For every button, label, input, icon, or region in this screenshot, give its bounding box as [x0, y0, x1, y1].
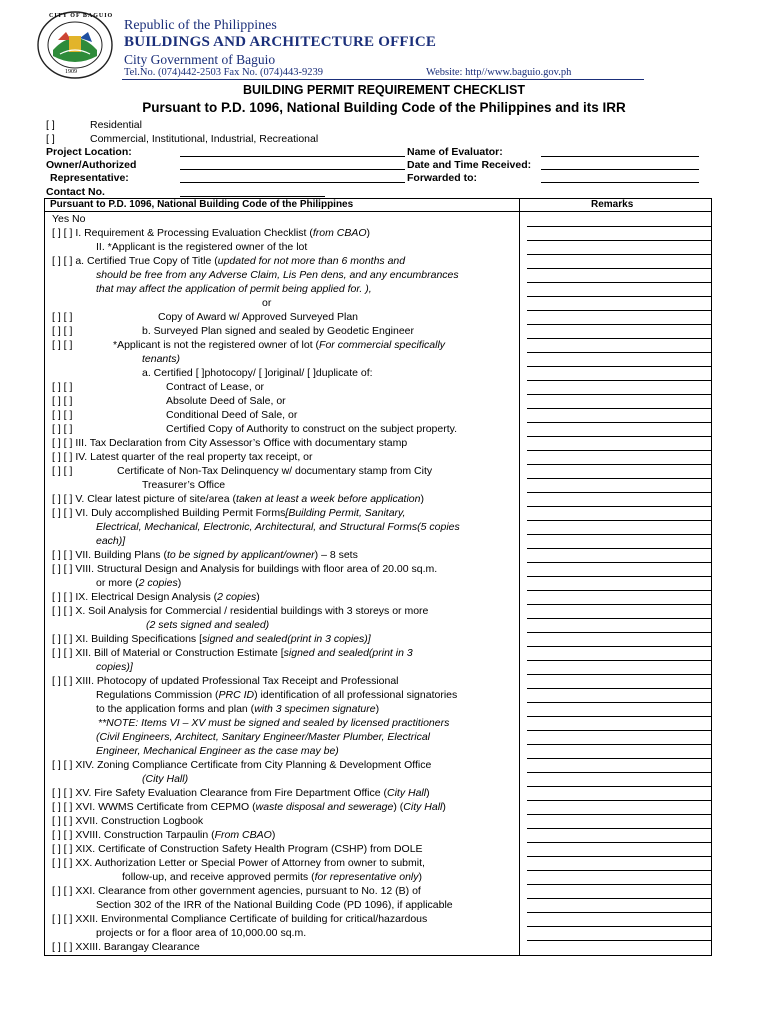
item-8: Contract of Lease, or	[166, 381, 265, 393]
item-19[interactable]: [ ] [ ] IX. Electrical Design Analysis (2 copies)	[52, 591, 260, 603]
item-26[interactable]: [ ] [ ] XVI. WWMS Certificate from CEPMO (waste disposal and sewerage) (City Hall)	[52, 801, 446, 813]
type-label-commercial: Commercial, Institutional, Industrial, Recreational	[90, 133, 319, 145]
forwarded-field[interactable]	[541, 181, 699, 183]
item-14: Certificate of Non-Tax Delinquency w/ documentary stamp from City	[117, 465, 433, 477]
remarks-line[interactable]	[527, 380, 712, 381]
item-24-cont: (City Hall)	[142, 773, 189, 785]
forwarded-label: Forwarded to:	[407, 172, 477, 184]
item-23[interactable]: [ ] [ ] XIII. Photocopy of updated Professional Tax Receipt and Professional	[52, 675, 399, 687]
remarks-line[interactable]	[527, 562, 712, 563]
item-32[interactable]: [ ] [ ] XXII. Environmental Compliance Certificate of building for critical/hazardous	[52, 913, 428, 925]
remarks-line[interactable]	[527, 814, 712, 815]
item-28[interactable]: [ ] [ ] XVIII. Construction Tarpaulin (From CBAO)	[52, 829, 276, 841]
remarks-line[interactable]	[527, 506, 712, 507]
remarks-line[interactable]	[527, 870, 712, 871]
header-contact: Tel.No. (074)442-2503 Fax No. (074)443-9239	[124, 67, 324, 78]
remarks-line[interactable]	[527, 464, 712, 465]
remarks-line[interactable]	[527, 422, 712, 423]
item-4-box[interactable]: [ ] [ ]	[52, 311, 73, 323]
item-1[interactable]: [ ] [ ] I. Requirement & Processing Evaluation Checklist (from CBAO)	[52, 227, 371, 239]
header-city: City Government of Baguio	[124, 52, 276, 67]
remarks-line[interactable]	[527, 646, 712, 647]
item-9-box[interactable]: [ ] [ ]	[52, 395, 73, 407]
type-box-commercial[interactable]: [ ]	[46, 133, 55, 145]
remarks-line[interactable]	[527, 688, 712, 689]
item-20[interactable]: [ ] [ ] X. Soil Analysis for Commercial / residential buildings with 3 storeys or more	[52, 605, 429, 617]
remarks-line[interactable]	[527, 828, 712, 829]
item-31[interactable]: [ ] [ ] XXI. Clearance from other government agencies, pursuant to No. 12 (B) of	[52, 885, 421, 897]
item-6-cont: tenants)	[142, 353, 180, 365]
item-3-cont2: that may affect the application of permit being applied for. ),	[96, 283, 372, 295]
item-31-cont: Section 302 of the IRR of the National Building Code (PD 1096), if applicable	[96, 899, 453, 911]
item-22[interactable]: [ ] [ ] XII. Bill of Material or Construction Estimate [signed and sealed(print in 3	[52, 647, 413, 659]
yes-no-header: Yes No	[52, 213, 86, 225]
item-30[interactable]: [ ] [ ] XX. Authorization Letter or Special Power of Attorney from owner to submit,	[52, 857, 425, 869]
item-17[interactable]: [ ] [ ] VII. Building Plans (to be signed by applicant/owner) – 8 sets	[52, 549, 358, 561]
page-title: BUILDING PERMIT REQUIREMENT CHECKLIST	[243, 83, 525, 97]
remarks-line[interactable]	[527, 884, 712, 885]
item-24[interactable]: [ ] [ ] XIV. Zoning Compliance Certificate from City Planning & Development Office	[52, 759, 432, 771]
type-box-residential[interactable]: [ ]	[46, 119, 55, 131]
remarks-line[interactable]	[527, 786, 712, 787]
table-remarks-header: Remarks	[591, 199, 634, 210]
item-14-cont: Treasurer’s Office	[142, 479, 226, 491]
remarks-line[interactable]	[527, 352, 712, 353]
item-16-cont1: Electrical, Mechanical, Electronic, Architectural, and Structural Forms(5 copies	[96, 521, 460, 533]
item-27[interactable]: [ ] [ ] XVII. Construction Logbook	[52, 815, 204, 827]
item-3-cont1: should be free from any Adverse Claim, Lis Pen dens, and any encumbrances	[96, 269, 459, 281]
contact-label: Contact No.	[46, 186, 105, 198]
seal-year: 1909	[65, 69, 77, 75]
remarks-line[interactable]	[527, 240, 712, 241]
item-7[interactable]: a. Certified [ ]photocopy/ [ ]original/ [ ]duplicate of:	[142, 367, 373, 379]
project-location-field[interactable]	[180, 155, 405, 157]
table-left-header: Pursuant to P.D. 1096, National Building Code of the Philippines	[50, 199, 354, 210]
evaluator-field[interactable]	[541, 155, 699, 157]
remarks-line[interactable]	[527, 268, 712, 269]
date-received-field[interactable]	[541, 168, 699, 170]
item-8-box[interactable]: [ ] [ ]	[52, 381, 73, 393]
remarks-line[interactable]	[527, 898, 712, 899]
item-13[interactable]: [ ] [ ] IV. Latest quarter of the real property tax receipt, or	[52, 451, 313, 463]
remarks-line[interactable]	[527, 842, 712, 843]
or-text: or	[262, 297, 272, 309]
remarks-line[interactable]	[527, 856, 712, 857]
header-website: Website: http//www.baguio.gov.ph	[426, 67, 572, 78]
remarks-line[interactable]	[527, 926, 712, 927]
item-12[interactable]: [ ] [ ] III. Tax Declaration from City Assessor’s Office with documentary stamp	[52, 437, 408, 449]
remarks-line[interactable]	[527, 366, 712, 367]
remarks-line[interactable]	[527, 940, 712, 941]
remarks-line[interactable]	[527, 800, 712, 801]
remarks-line[interactable]	[527, 744, 712, 745]
evaluator-label: Name of Evaluator:	[407, 146, 503, 158]
item-6-box[interactable]: [ ] [ ]	[52, 339, 73, 351]
remarks-line[interactable]	[527, 618, 712, 619]
remarks-line[interactable]	[527, 534, 712, 535]
seal-text: CITY OF BAGUIO	[49, 13, 114, 19]
item-32-cont: projects or for a floor area of 10,000.00 sq.m.	[96, 927, 307, 939]
item-11: Certified Copy of Authority to construct on the subject property.	[166, 423, 458, 435]
item-5-box[interactable]: [ ] [ ]	[52, 325, 73, 337]
item-22-cont: copies)]	[96, 661, 133, 673]
header-office: BUILDINGS AND ARCHITECTURE OFFICE	[124, 34, 437, 50]
remarks-line[interactable]	[527, 254, 712, 255]
remarks-line[interactable]	[527, 310, 712, 311]
remarks-line[interactable]	[527, 548, 712, 549]
item-3[interactable]: [ ] [ ] a. Certified True Copy of Title (updated for not more than 6 months and	[52, 255, 406, 267]
item-6: *Applicant is not the registered owner of lot (For commercial specifically	[113, 339, 446, 351]
item-33[interactable]: [ ] [ ] XXIII. Barangay Clearance	[52, 941, 200, 953]
item-23-note: **NOTE: Items VI – XV must be signed and sealed by licensed practitioners	[98, 717, 450, 729]
remarks-line[interactable]	[527, 436, 712, 437]
remarks-line[interactable]	[527, 730, 712, 731]
item-23-cont2: to the application forms and plan (with 3 specimen signature)	[96, 703, 380, 715]
item-5: b. Surveyed Plan signed and sealed by Geodetic Engineer	[142, 325, 415, 337]
item-4: Copy of Award w/ Approved Surveyed Plan	[158, 311, 359, 323]
remarks-line[interactable]	[527, 772, 712, 773]
remarks-line[interactable]	[527, 758, 712, 759]
page-subtitle: Pursuant to P.D. 1096, National Building Code of the Philippines and its IRR	[142, 100, 626, 115]
remarks-line[interactable]	[527, 478, 712, 479]
type-label-residential: Residential	[90, 119, 142, 131]
item-10: Conditional Deed of Sale, or	[166, 409, 298, 421]
item-10-box[interactable]: [ ] [ ]	[52, 409, 73, 421]
item-21[interactable]: [ ] [ ] XI. Building Specifications [signed and sealed(print in 3 copies)]	[52, 633, 371, 645]
representative-field[interactable]	[180, 181, 405, 183]
header-republic: Republic of the Philippines	[124, 18, 277, 33]
item-18[interactable]: [ ] [ ] VIII. Structural Design and Analysis for buildings with floor area of 20.00 sq.m.	[52, 563, 438, 575]
remarks-column-divider	[519, 198, 520, 956]
item-23-note3: Engineer, Mechanical Engineer as the case may be)	[96, 745, 339, 757]
item-14-box[interactable]: [ ] [ ]	[52, 465, 73, 477]
remarks-line[interactable]	[527, 282, 712, 283]
remarks-line[interactable]	[527, 394, 712, 395]
item-2: II. *Applicant is the registered owner of the lot	[96, 241, 308, 253]
item-25[interactable]: [ ] [ ] XV. Fire Safety Evaluation Clearance from Fire Department Office (City Hall)	[52, 787, 430, 799]
remarks-line[interactable]	[527, 324, 712, 325]
remarks-line[interactable]	[527, 716, 712, 717]
remarks-line[interactable]	[527, 296, 712, 297]
item-16[interactable]: [ ] [ ] VI. Duly accomplished Building Permit Forms[Building Permit, Sanitary,	[52, 507, 406, 519]
remarks-line[interactable]	[527, 492, 712, 493]
remarks-line[interactable]	[527, 604, 712, 605]
remarks-line[interactable]	[527, 576, 712, 577]
remarks-line[interactable]	[527, 226, 712, 227]
remarks-line[interactable]	[527, 450, 712, 451]
date-received-label: Date and Time Received:	[407, 159, 532, 171]
header-divider	[122, 79, 644, 80]
representative-label: Representative:	[50, 172, 129, 184]
owner-label: Owner/Authorized	[46, 159, 137, 171]
contact-field[interactable]	[180, 195, 325, 197]
project-location-label: Project Location:	[46, 146, 132, 158]
item-23-note2: (Civil Engineers, Architect, Sanitary Engineer/Master Plumber, Electrical	[96, 731, 430, 743]
owner-field[interactable]	[180, 168, 405, 170]
remarks-line[interactable]	[527, 590, 712, 591]
item-20-cont: (2 sets signed and sealed)	[146, 619, 270, 631]
remarks-line[interactable]	[527, 520, 712, 521]
remarks-line[interactable]	[527, 702, 712, 703]
remarks-line[interactable]	[527, 912, 712, 913]
item-29[interactable]: [ ] [ ] XIX. Certificate of Construction Safety Health Program (CSHP) from DOLE	[52, 843, 423, 855]
item-18-cont: or more (2 copies)	[96, 577, 182, 589]
remarks-line[interactable]	[527, 632, 712, 633]
remarks-line[interactable]	[527, 338, 712, 339]
item-16-cont2: each)]	[96, 535, 126, 547]
item-15[interactable]: [ ] [ ] V. Clear latest picture of site/area (taken at least a week before application)	[52, 493, 424, 505]
item-30-cont: follow-up, and receive approved permits (for representative only)	[122, 871, 422, 883]
item-9: Absolute Deed of Sale, or	[166, 395, 286, 407]
remarks-line[interactable]	[527, 408, 712, 409]
remarks-line[interactable]	[527, 674, 712, 675]
item-11-box[interactable]: [ ] [ ]	[52, 423, 73, 435]
item-23-cont1: Regulations Commission (PRC ID) identification of all professional signatories	[96, 689, 458, 701]
remarks-line[interactable]	[527, 660, 712, 661]
